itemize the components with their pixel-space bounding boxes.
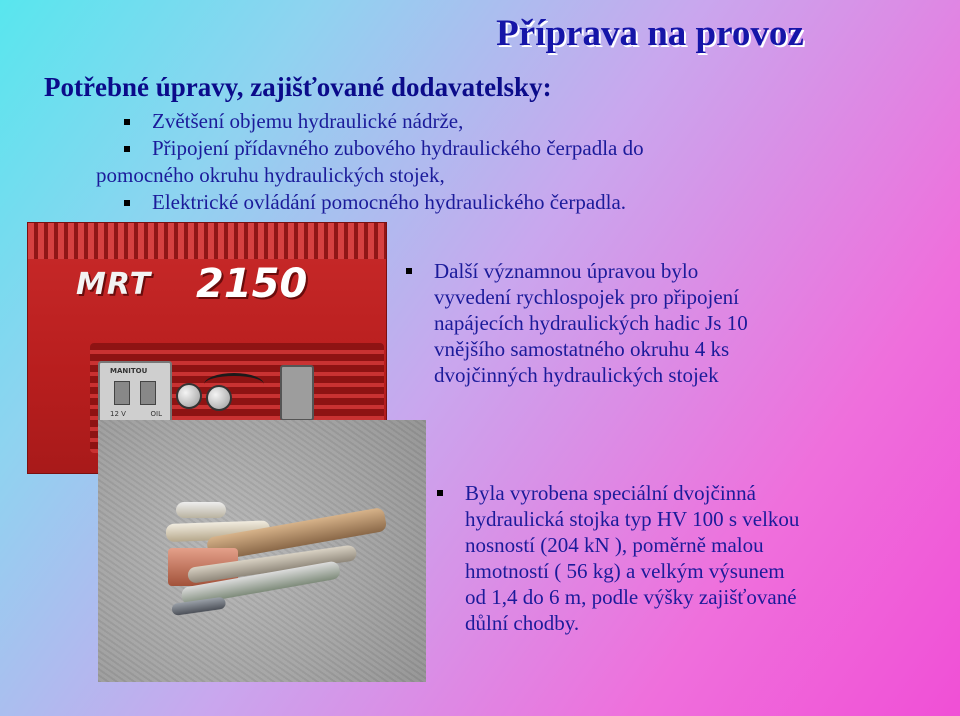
switch-label-voltage: 12 V [110,410,126,418]
bullet-icon [124,200,130,206]
list-item: Připojení přídavného zubového hydraulického čerpadla do [124,135,844,162]
switch-label-oil: OIL [150,410,162,418]
list-item: Byla vyrobena speciální dvojčinná hydraulická stojka typ HV 100 s velkou nosností (204 kN ), poměrně malou hmotností ( 56 kg) a velkým výsunem od 1,4 do 6 m, podle výšky zajišťované důlní chodby. [437,480,907,636]
coupling-description [406,258,846,388]
hydraulic-props-photo [98,420,426,682]
list-item: Další významnou úpravou bylo vyvedení rychlospojek pro připojení napájecích hydraulických hadic Js 10 vnějšího samostatného okruhu 4 ks dvojčinných hydraulických stojek [406,258,846,388]
bullet-icon [124,146,130,152]
logo-model-number: 2150 [196,261,308,307]
logo-mrt: MRT [76,267,152,302]
slide-title: Příprava na provoz [496,13,804,54]
top-grille [28,223,386,259]
section-subtitle: Potřebné úpravy, zajišťované dodavatelsky: [44,72,552,102]
bullet-icon [406,268,412,274]
switch-box [98,361,172,423]
modifications-list [96,108,844,216]
connector-unit [280,365,314,421]
quick-coupling-1 [176,383,202,409]
prop-part [176,502,226,518]
bullet-icon [124,119,130,125]
quick-coupling-2 [206,385,232,411]
list-item-continuation: pomocného okruhu hydraulických stojek, [96,163,445,187]
list-item: Zvětšení objemu hydraulické nádrže, [124,108,844,135]
switch-left [114,381,130,405]
list-item: Elektrické ovládání pomocného hydraulického čerpadla. [124,189,844,216]
prop-description [437,480,907,636]
switch-right [140,381,156,405]
bullet-icon [437,490,443,496]
switch-brand: MANITOU [110,367,148,375]
